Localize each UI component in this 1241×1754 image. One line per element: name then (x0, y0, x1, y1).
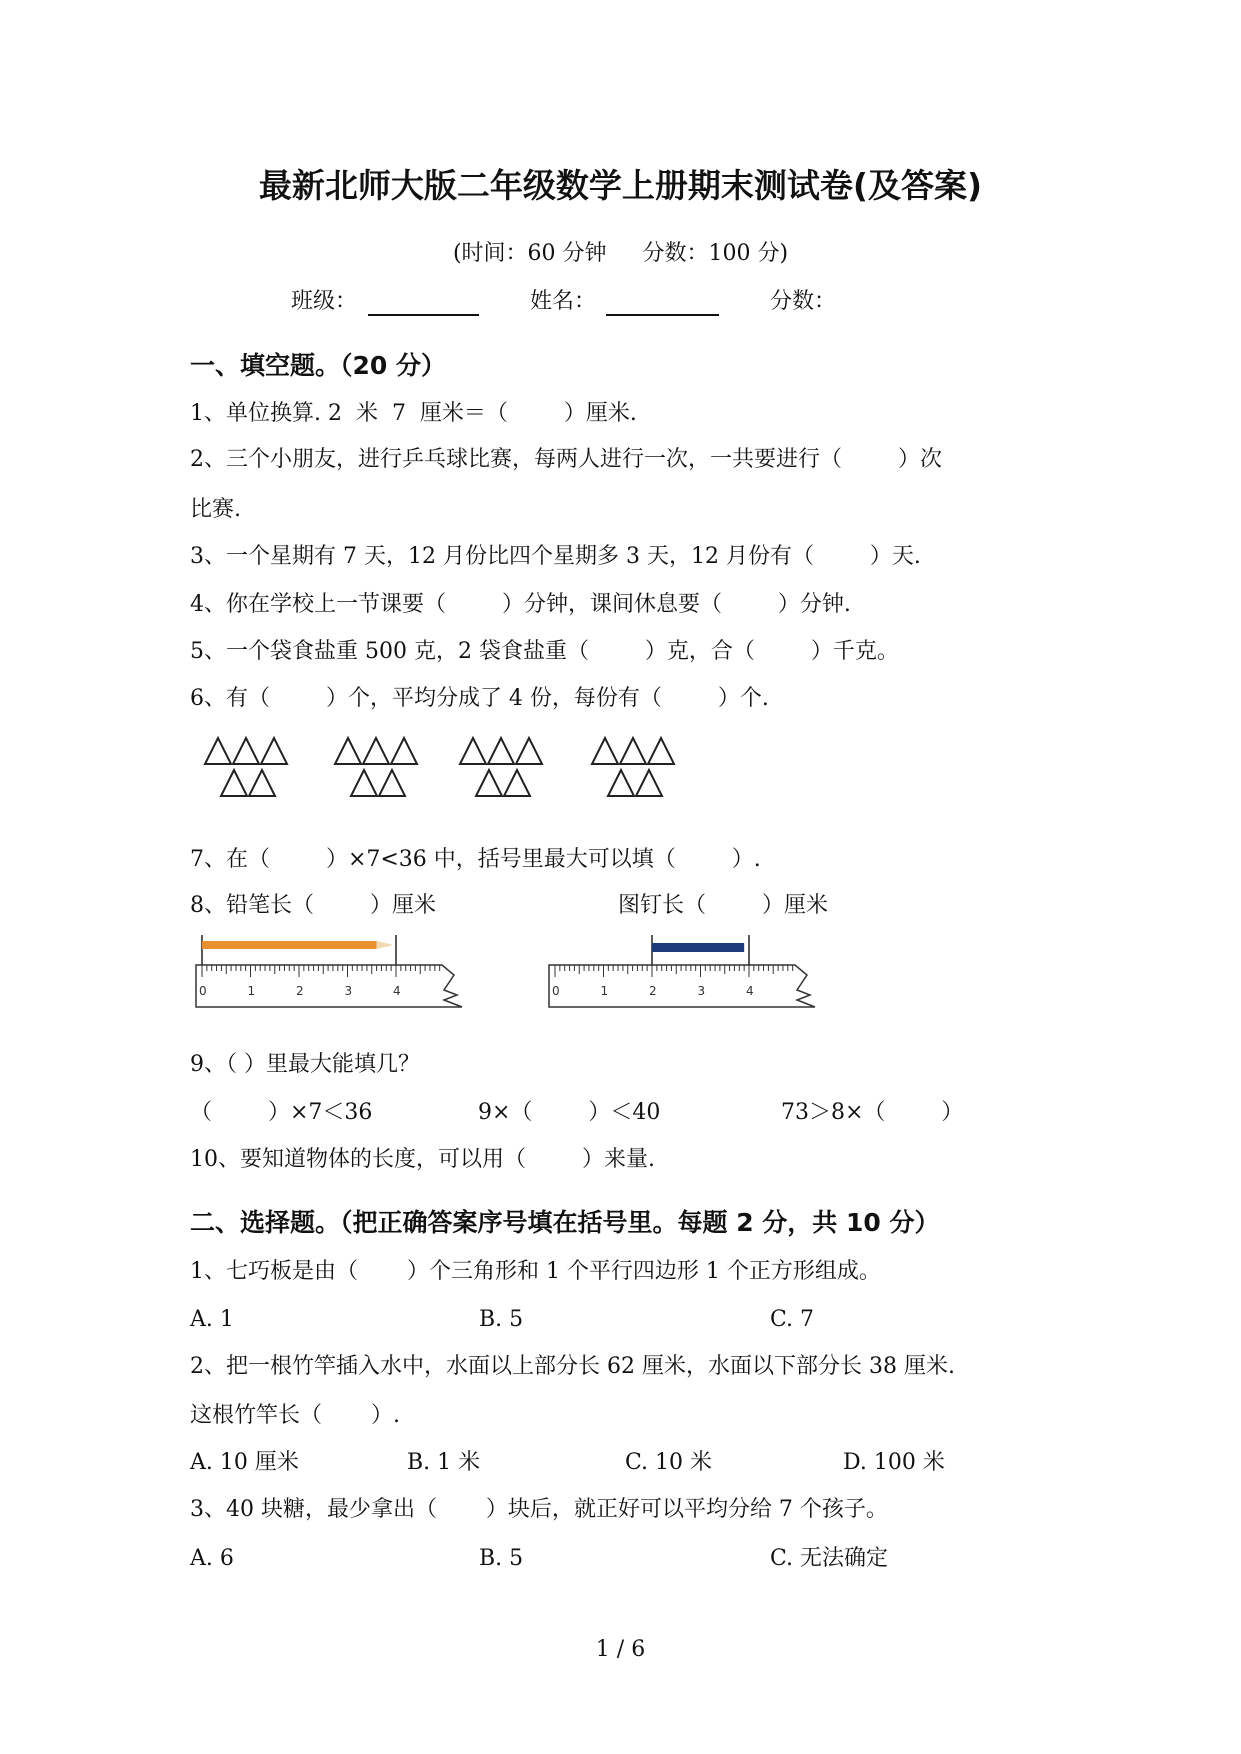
triangle-shape (351, 770, 377, 796)
class-blank[interactable] (368, 288, 479, 316)
triangle-shape (221, 770, 247, 796)
section2-heading: 二、选择题。（把正确答案序号填在括号里。每题 2 分，共 10 分） (190, 1208, 940, 1237)
ruler-label: 3 (344, 984, 353, 998)
ruler-label: 2 (296, 984, 304, 998)
option-c: C. 7 (770, 1307, 815, 1332)
ruler-label: 4 (393, 984, 401, 998)
question-8-pencil: 8、铅笔长（ ）厘米 (190, 893, 436, 918)
triangle-shape (233, 738, 259, 764)
option-b: B. 5 (479, 1546, 524, 1571)
triangle-figure (195, 734, 755, 804)
triangle-shape (335, 738, 361, 764)
question-9a: （ ）×7＜36 (190, 1100, 373, 1125)
ruler-label: 2 (649, 984, 657, 998)
option-a: A. 1 (190, 1307, 234, 1332)
option-a: A. 10 厘米 (190, 1450, 299, 1475)
question-6: 6、有（ ）个，平均分成了 4 份，每份有（ ）个. (190, 686, 769, 711)
pin (652, 943, 744, 952)
triangle-shape (391, 738, 417, 764)
triangle-shape (488, 738, 514, 764)
section1-heading: 一、填空题。（20 分） (190, 351, 446, 380)
option-c: C. 无法确定 (770, 1546, 889, 1571)
exam-info: (时间：60 分钟 分数：100 分) (452, 241, 789, 266)
choice-question-2-cont: 这根竹竿长（ ）. (190, 1403, 400, 1428)
triangle-shape (620, 738, 646, 764)
document-title: 最新北师大版二年级数学上册期末测试卷(及答案) (258, 166, 983, 205)
option-c: C. 10 米 (625, 1450, 713, 1475)
question-8-pin: 图钉长（ ）厘米 (618, 893, 828, 918)
page-number: 1 / 6 (595, 1637, 646, 1662)
ruler-label: 0 (199, 984, 207, 998)
name-label: 姓名： (530, 289, 597, 314)
option-b: B. 5 (479, 1307, 524, 1332)
class-label: 班级： (291, 289, 358, 314)
triangle-shape (363, 738, 389, 764)
option-d: D. 100 米 (843, 1450, 945, 1475)
question-9: 9、（ ）里最大能填几？ (190, 1052, 420, 1077)
triangle-shape (476, 770, 502, 796)
triangle-shape (648, 738, 674, 764)
question-4: 4、你在学校上一节课要（ ）分钟，课间休息要（ ）分钟. (190, 592, 851, 617)
ruler-label: 1 (247, 984, 256, 998)
triangle-shape (592, 738, 618, 764)
option-a: A. 6 (190, 1546, 234, 1571)
choice-question-3: 3、40 块糖，最少拿出（ ）块后，就正好可以平均分给 7 个孩子。 (190, 1497, 888, 1522)
ruler-label: 4 (746, 984, 754, 998)
triangle-shape (249, 770, 275, 796)
pencil-ruler-figure (192, 935, 472, 1010)
triangle-shape (261, 738, 287, 764)
ruler-body (196, 965, 462, 1007)
choice-question-1: 1、七巧板是由（ ）个三角形和 1 个平行四边形 1 个正方形组成。 (190, 1259, 881, 1284)
triangle-shape (636, 770, 662, 796)
triangle-shape (460, 738, 486, 764)
question-9b: 9×（ ）＜40 (478, 1100, 661, 1125)
pin-ruler-figure (545, 935, 825, 1010)
ruler-label: 1 (600, 984, 609, 998)
question-10: 10、要知道物体的长度，可以用（ ）来量. (190, 1147, 655, 1172)
name-blank[interactable] (606, 288, 719, 316)
question-2-cont: 比赛. (190, 497, 241, 522)
ruler-body (549, 965, 815, 1007)
triangle-shape (379, 770, 405, 796)
pencil (202, 941, 377, 949)
question-3: 3、一个星期有 7 天，12 月份比四个星期多 3 天，12 月份有（ ）天. (190, 544, 921, 569)
ruler-label: 3 (697, 984, 706, 998)
triangle-shape (205, 738, 231, 764)
option-b: B. 1 米 (407, 1450, 481, 1475)
question-7: 7、在（ ）×7<36 中，括号里最大可以填（ ）. (190, 847, 761, 872)
triangle-shape (516, 738, 542, 764)
score-label: 分数： (770, 289, 837, 314)
question-9c: 73＞8×（ ） (781, 1100, 964, 1125)
ruler-label: 0 (552, 984, 560, 998)
triangle-shape (504, 770, 530, 796)
choice-question-2: 2、把一根竹竿插入水中，水面以上部分长 62 厘米，水面以下部分长 38 厘米. (190, 1354, 955, 1379)
question-2: 2、三个小朋友，进行乒乓球比赛，每两人进行一次，一共要进行（ ）次 (190, 447, 942, 472)
question-1: 1、单位换算. 2 米 7 厘米＝（ ）厘米. (190, 401, 637, 426)
pencil-tip (377, 941, 394, 949)
triangle-shape (608, 770, 634, 796)
question-5: 5、一个袋食盐重 500 克，2 袋食盐重（ ）克，合（ ）千克。 (190, 639, 899, 664)
